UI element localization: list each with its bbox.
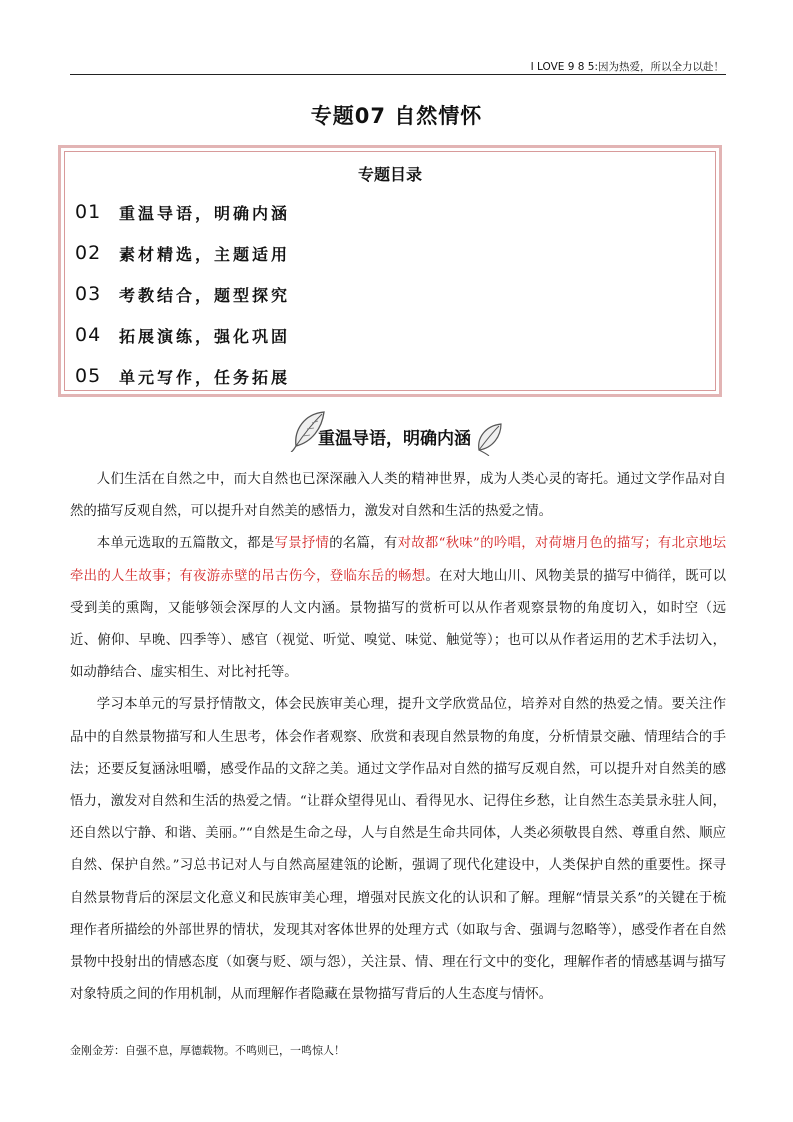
toc-heading: 专题目录 <box>357 165 422 184</box>
header-text: I LOVE 9 8 5:因为热爱，所以全力以赴！ <box>530 61 724 73</box>
toc-item <box>75 362 290 390</box>
toc-item-label: 考教结合，题型探究 <box>119 285 291 305</box>
highlight-text: 写景抒情 <box>274 536 330 552</box>
paragraph-text: 本单元选取的五篇散文，都是 <box>96 536 275 552</box>
toc-box <box>58 145 722 397</box>
page-footer: 金刚金芳：自强不息，厚德载物。不鸣则已，一鸣惊人！ <box>70 1044 345 1057</box>
section-heading: 重温导语，明确内涵 <box>318 429 471 449</box>
toc-item <box>75 280 290 308</box>
paragraph-text: 。在对大地山川、风物美景的描写中徜徉，既可以受到美的熏陶，又能够领会深厚的人文内涵。景物描写的赏析可以从作者观察景物的角度切入，如时空（远近、俯仰、早晚、四季等）、感官（视觉、听觉、嗅觉、味觉、触觉等）；也可以从作者运用的艺术手法切入，如动静结合、虚实相生、对比衬托等。 <box>70 568 726 681</box>
page-header <box>70 56 726 75</box>
toc-item-number: 04 <box>75 324 102 346</box>
toc-item-number: 02 <box>75 242 102 264</box>
toc-item-label: 拓展演练，强化巩固 <box>119 326 291 346</box>
toc-item <box>75 321 290 349</box>
toc-item-label: 单元写作，任务拓展 <box>119 367 291 387</box>
toc-box-inner <box>64 151 716 391</box>
paragraph: 学习本单元的写景抒情散文，体会民族审美心理，提升文学欣赏品位，培养对自然的热爱之情。要关注作品中的自然景物描写和人生思考，体会作者观察、欣赏和表现自然景物的角度，分析情景交融、情理结合的手法；还要反复涵泳咀嚼，感受作品的文辞之美。通过文学作品对自然的描写反观自然，可以提升对自然美的感悟力，激发对自然和生活的热爱之情。“让群众望得见山、看得见水、记得住乡愁，让自然生态美景永驻人间，还自然以宁静、和谐、美丽。”“自然是生命之母，人与自然是生命共同体，人类必须敬畏自然、尊重自然、顺应自然、保护自然。”习总书记对人与自然高屋建瓴的论断，强调了现代化建设中，人类保护自然的重要性。探寻自然景物背后的深层文化意义和民族审美心理，增强对民族文化的认识和了解。理解“情景关系”的关键在于梳理作者所描绘的外部世界的情状，发现其对客体世界的处理方式（如取与舍、强调与忽略等），感受作者在自然景物中投射出的情感态度（如褒与贬、颂与怨），关注景、情、理在行文中的变化，理解作者的情感基调与描写对象特质之间的作用机制，从而理解作者隐藏在景物描写背后的人生态度与情怀。 <box>70 697 726 1003</box>
paragraph-text: 的名篇，有 <box>329 536 398 552</box>
toc-item <box>75 198 290 226</box>
toc-item-label: 重温导语，明确内涵 <box>119 203 291 223</box>
paragraph: 人们生活在自然之中，而大自然也已深深融入人类的精神世界，成为人类心灵的寄托。通过文学作品对自然的描写反观自然，可以提升对自然美的感悟力，激发对自然和生活的热爱之情。 <box>70 472 726 520</box>
toc-item-number: 03 <box>75 283 102 305</box>
toc-item <box>75 239 290 267</box>
highlight-text: 对故都“秋味”的吟唱，对荷塘月色的描写；有北京地坛牵出的人生故事；有夜游赤壁的吊古伤今，登临东岳的畅想 <box>70 536 726 584</box>
toc-item-label: 素材精选，主题适用 <box>119 244 291 264</box>
page-title: 专题07 自然情怀 <box>310 104 483 128</box>
toc-item-number: 05 <box>75 365 102 387</box>
paragraph <box>70 528 726 689</box>
section-banner <box>290 408 505 458</box>
leaf-icon <box>475 420 505 456</box>
body-text <box>70 464 726 1011</box>
toc-item-number: 01 <box>75 201 102 223</box>
